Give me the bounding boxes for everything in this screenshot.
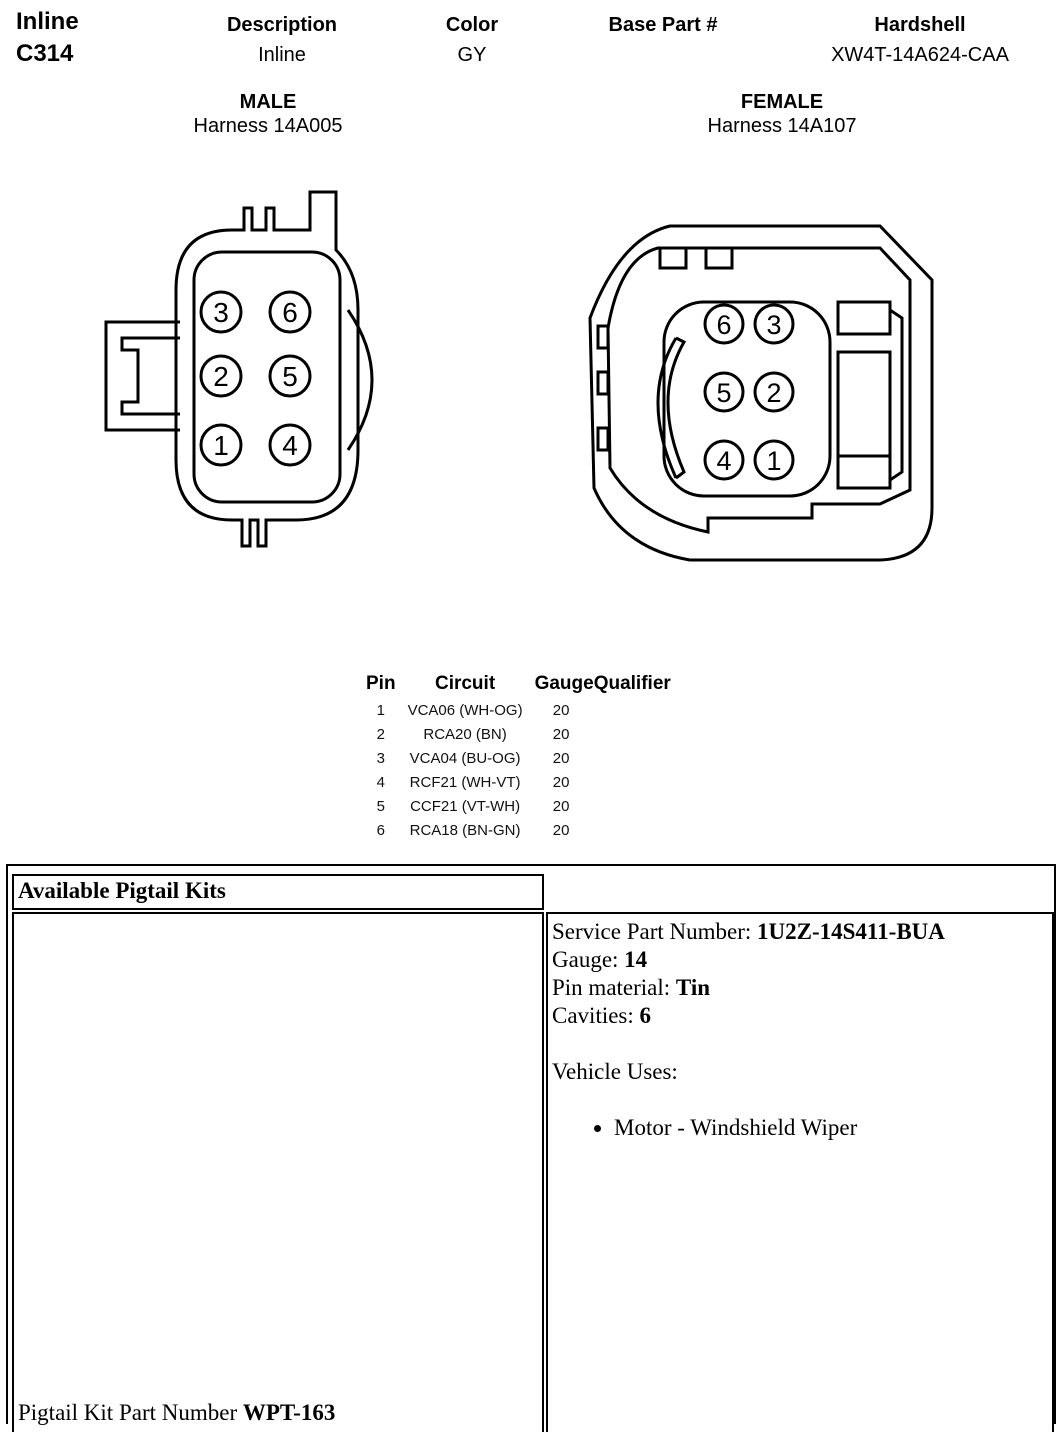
connector-title [16, 6, 79, 70]
male-pin-label: 2 [213, 361, 229, 392]
color-label: Color [445, 14, 499, 36]
pin-material-value: Tin [675, 975, 711, 1000]
pin-cell: 1 [376, 701, 385, 719]
list-item: • Motor - Windshield Wiper [614, 1114, 1048, 1142]
pin-column-header: Pin [366, 673, 396, 694]
connector-type: Inline [16, 8, 79, 35]
gauge-cell: 20 [552, 701, 570, 719]
table-row [360, 722, 677, 746]
pigtail-kits-section [6, 864, 1056, 1424]
service-part-line [552, 918, 1048, 946]
gauge-cell: 20 [552, 773, 570, 791]
qualifier-cell [594, 770, 677, 794]
gauge-cell: 20 [552, 725, 570, 743]
hardshell-column [810, 12, 1030, 72]
pin-circuit-table [360, 670, 677, 842]
female-harness: Harness 14A107 [707, 115, 857, 137]
vehicle-uses-list [552, 1114, 1048, 1142]
female-heading [682, 90, 882, 138]
female-label: FEMALE [740, 91, 824, 113]
pin-material-label: Pin material: [552, 975, 676, 1000]
qualifier-cell [594, 746, 677, 770]
gauge-cell: 20 [552, 749, 570, 767]
vehicle-uses-label: Vehicle Uses: [552, 1059, 678, 1084]
qualifier-cell [594, 794, 677, 818]
pin-cell: 6 [376, 821, 385, 839]
circuit-cell: RCF21 (WH-VT) [409, 773, 521, 791]
connector-id: C314 [16, 40, 74, 67]
kits-header-empty-cell [546, 866, 1056, 910]
pin-cell: 2 [376, 725, 385, 743]
description-value: Inline [258, 44, 306, 66]
kits-title: Available Pigtail Kits [18, 878, 226, 903]
kit-details-cell [546, 912, 1054, 1432]
gauge-column-header: Gauge [534, 673, 594, 694]
male-pin-label: 3 [213, 297, 229, 328]
service-part-value: 1U2Z-14S411-BUA [757, 919, 945, 944]
qualifier-cell [594, 818, 677, 842]
cavities-value: 6 [639, 1003, 652, 1028]
male-heading [168, 90, 368, 138]
female-pin-label: 5 [716, 378, 732, 408]
kit-part-value: WPT-163 [242, 1400, 336, 1425]
qualifier-cell [594, 698, 677, 722]
female-connector-diagram [580, 218, 950, 578]
female-pin-label: 3 [766, 310, 782, 340]
qualifier-cell [594, 722, 677, 746]
pin-cell: 4 [376, 773, 385, 791]
table-row [360, 794, 677, 818]
circuit-column-header: Circuit [434, 673, 496, 694]
gauge-cell: 20 [552, 797, 570, 815]
kits-title-cell [12, 874, 544, 910]
male-harness: Harness 14A005 [193, 115, 343, 137]
male-pin-label: 6 [282, 297, 298, 328]
kit-details [548, 914, 1052, 1146]
color-column [422, 12, 522, 72]
female-pin-label: 6 [716, 310, 732, 340]
base-part-column [588, 12, 738, 38]
circuit-cell: VCA04 (BU-OG) [409, 749, 521, 767]
gauge-cell: 20 [552, 821, 570, 839]
gauge-line [552, 946, 1048, 974]
table-row [360, 770, 677, 794]
pin-cell: 3 [376, 749, 385, 767]
female-pin-label: 1 [766, 446, 782, 476]
hardshell-value: XW4T-14A624-CAA [831, 44, 1009, 66]
cavities-line [552, 1002, 1048, 1030]
circuit-cell: RCA20 (BN) [423, 725, 507, 743]
circuit-cell: VCA06 (WH-OG) [407, 701, 523, 719]
pin-material-line [552, 974, 1048, 1002]
gauge-label: Gauge: [552, 947, 625, 972]
kit-part-label: Pigtail Kit Part Number [18, 1400, 243, 1425]
table-row [360, 818, 677, 842]
service-part-label: Service Part Number: [552, 919, 758, 944]
kit-image-cell [12, 912, 544, 1432]
circuit-cell: CCF21 (VT-WH) [410, 797, 521, 815]
male-label: MALE [239, 91, 297, 113]
base-part-label: Base Part # [608, 14, 718, 36]
table-row [360, 698, 677, 722]
male-pin-label: 4 [282, 430, 298, 461]
pin-cell: 5 [376, 797, 385, 815]
male-connector-diagram [96, 180, 386, 560]
description-column [212, 12, 352, 72]
pigtail-kit-part-number [18, 1400, 335, 1426]
circuit-cell: RCA18 (BN-GN) [409, 821, 521, 839]
male-pin-label: 1 [213, 430, 229, 461]
hardshell-label: Hardshell [874, 14, 966, 36]
table-header-row [360, 670, 677, 698]
qualifier-column-header: Qualifier [593, 673, 671, 694]
female-pin-label: 4 [716, 446, 732, 476]
description-label: Description [226, 14, 338, 36]
male-pin-label: 5 [282, 361, 298, 392]
female-pin-label: 2 [766, 378, 782, 408]
cavities-label: Cavities: [552, 1003, 640, 1028]
gauge-value: 14 [624, 947, 648, 972]
table-row [360, 746, 677, 770]
color-value: GY [457, 44, 487, 66]
